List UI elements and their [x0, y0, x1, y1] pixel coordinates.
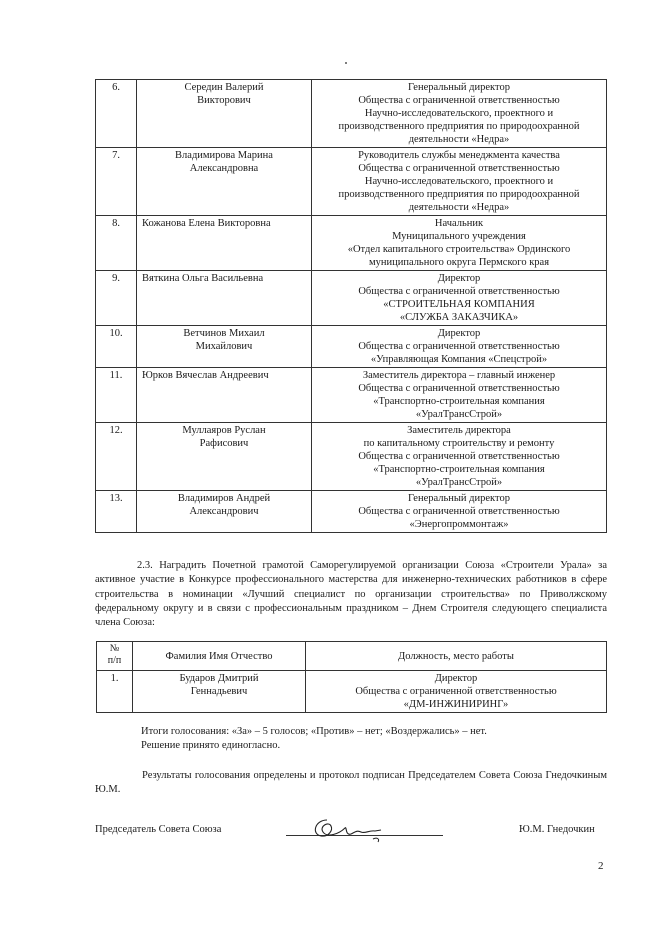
table-row — [96, 368, 607, 423]
awardee-table — [96, 641, 607, 713]
row-name: Середин Валерий Викторович — [137, 80, 312, 148]
chairman-label: Председатель Совета Союза — [95, 824, 222, 835]
row-position: Генеральный директор Общества с ограниченной ответственностью «Энергопроммонтаж» — [312, 491, 607, 533]
paragraph-2-3-text: 2.3. Наградить Почетной грамотой Саморегулируемой организации Союза «Строители Урала» за активное участие в Конкурсе профессионального мастерства для инженерно-технических работников в сфере строительства в номинации «Лучший специалист по организации строительства» по Приволжскому федеральному округу и в связи с профессиональным праздником – Днем Строителя следующего специалиста члена Союза: — [95, 560, 607, 629]
row-number: 12. — [96, 423, 137, 491]
row-number: 13. — [96, 491, 137, 533]
row-position: Руководитель службы менеджмента качества Общества с ограниченной ответственностью Научно-исследовательского, проектного и производственного предприятия по природоохранной деятельности «Недра» — [312, 148, 607, 216]
header-number: № п/п — [97, 642, 133, 671]
row-name: Вяткина Ольга Васильевна — [137, 271, 312, 326]
row-name: Владимиров Андрей Александрович — [137, 491, 312, 533]
row-number: 11. — [96, 368, 137, 423]
row-name: Владимирова Марина Александровна — [137, 148, 312, 216]
row-number: 8. — [96, 216, 137, 271]
header-position: Должность, место работы — [306, 642, 607, 671]
table-row — [97, 671, 607, 713]
paragraph-2-3 — [95, 559, 607, 630]
row-number: 6. — [96, 80, 137, 148]
row-number: 7. — [96, 148, 137, 216]
header-name: Фамилия Имя Отчество — [133, 642, 306, 671]
row-name: Муллаяров Руслан Рафисович — [137, 423, 312, 491]
result-paragraph — [95, 769, 607, 798]
scan-dot — [345, 62, 347, 64]
table-row — [96, 326, 607, 368]
table-row — [96, 271, 607, 326]
table-header-row — [97, 642, 607, 671]
page-number: 2 — [598, 860, 604, 872]
decision-line: Решение принято единогласно. — [141, 740, 281, 751]
row-position: Директор Общества с ограниченной ответственностью «ДМ-ИНЖИНИРИНГ» — [306, 671, 607, 713]
table-row — [96, 491, 607, 533]
row-number: 1. — [97, 671, 133, 713]
table-row — [96, 80, 607, 148]
result-text: Результаты голосования определены и протокол подписан Председателем Совета Союза Гнедочкиным Ю.М. — [95, 770, 607, 796]
row-name: Кожанова Елена Викторовна — [137, 216, 312, 271]
row-number: 9. — [96, 271, 137, 326]
row-position: Директор Общества с ограниченной ответственностью «СТРОИТЕЛЬНАЯ КОМПАНИЯ «СЛУЖБА ЗАКАЗЧИКА» — [312, 271, 607, 326]
chairman-name: Ю.М. Гнедочкин — [519, 824, 595, 835]
vote-line: Итоги голосования: «За» – 5 голосов; «Против» – нет; «Воздержались» – нет. — [141, 726, 487, 737]
row-name: Юрков Вячеслав Андреевич — [137, 368, 312, 423]
table-row — [96, 216, 607, 271]
row-name: Бударов Дмитрий Геннадьевич — [133, 671, 306, 713]
row-position: Начальник Муниципального учреждения «Отдел капитального строительства» Ординского муниципального округа Пермского края — [312, 216, 607, 271]
table-row — [96, 423, 607, 491]
row-position: Генеральный директор Общества с ограниченной ответственностью Научно-исследовательского, проектного и производственного предприятия по природоохранной деятельности «Недра» — [312, 80, 607, 148]
handwritten-signature — [305, 812, 395, 850]
row-position: Директор Общества с ограниченной ответственностью «Управляющая Компания «Спецстрой» — [312, 326, 607, 368]
row-position: Заместитель директора – главный инженер Общества с ограниченной ответственностью «Транспортно-строительная компания «УралТрансСтрой» — [312, 368, 607, 423]
row-number: 10. — [96, 326, 137, 368]
voting-results — [141, 725, 487, 753]
nominees-table — [95, 79, 607, 533]
table-row — [96, 148, 607, 216]
row-name: Ветчинов Михаил Михайлович — [137, 326, 312, 368]
row-position: Заместитель директора по капитальному строительству и ремонту Общества с ограниченной ответственностью «Транспортно-строительная компания «УралТрансСтрой» — [312, 423, 607, 491]
